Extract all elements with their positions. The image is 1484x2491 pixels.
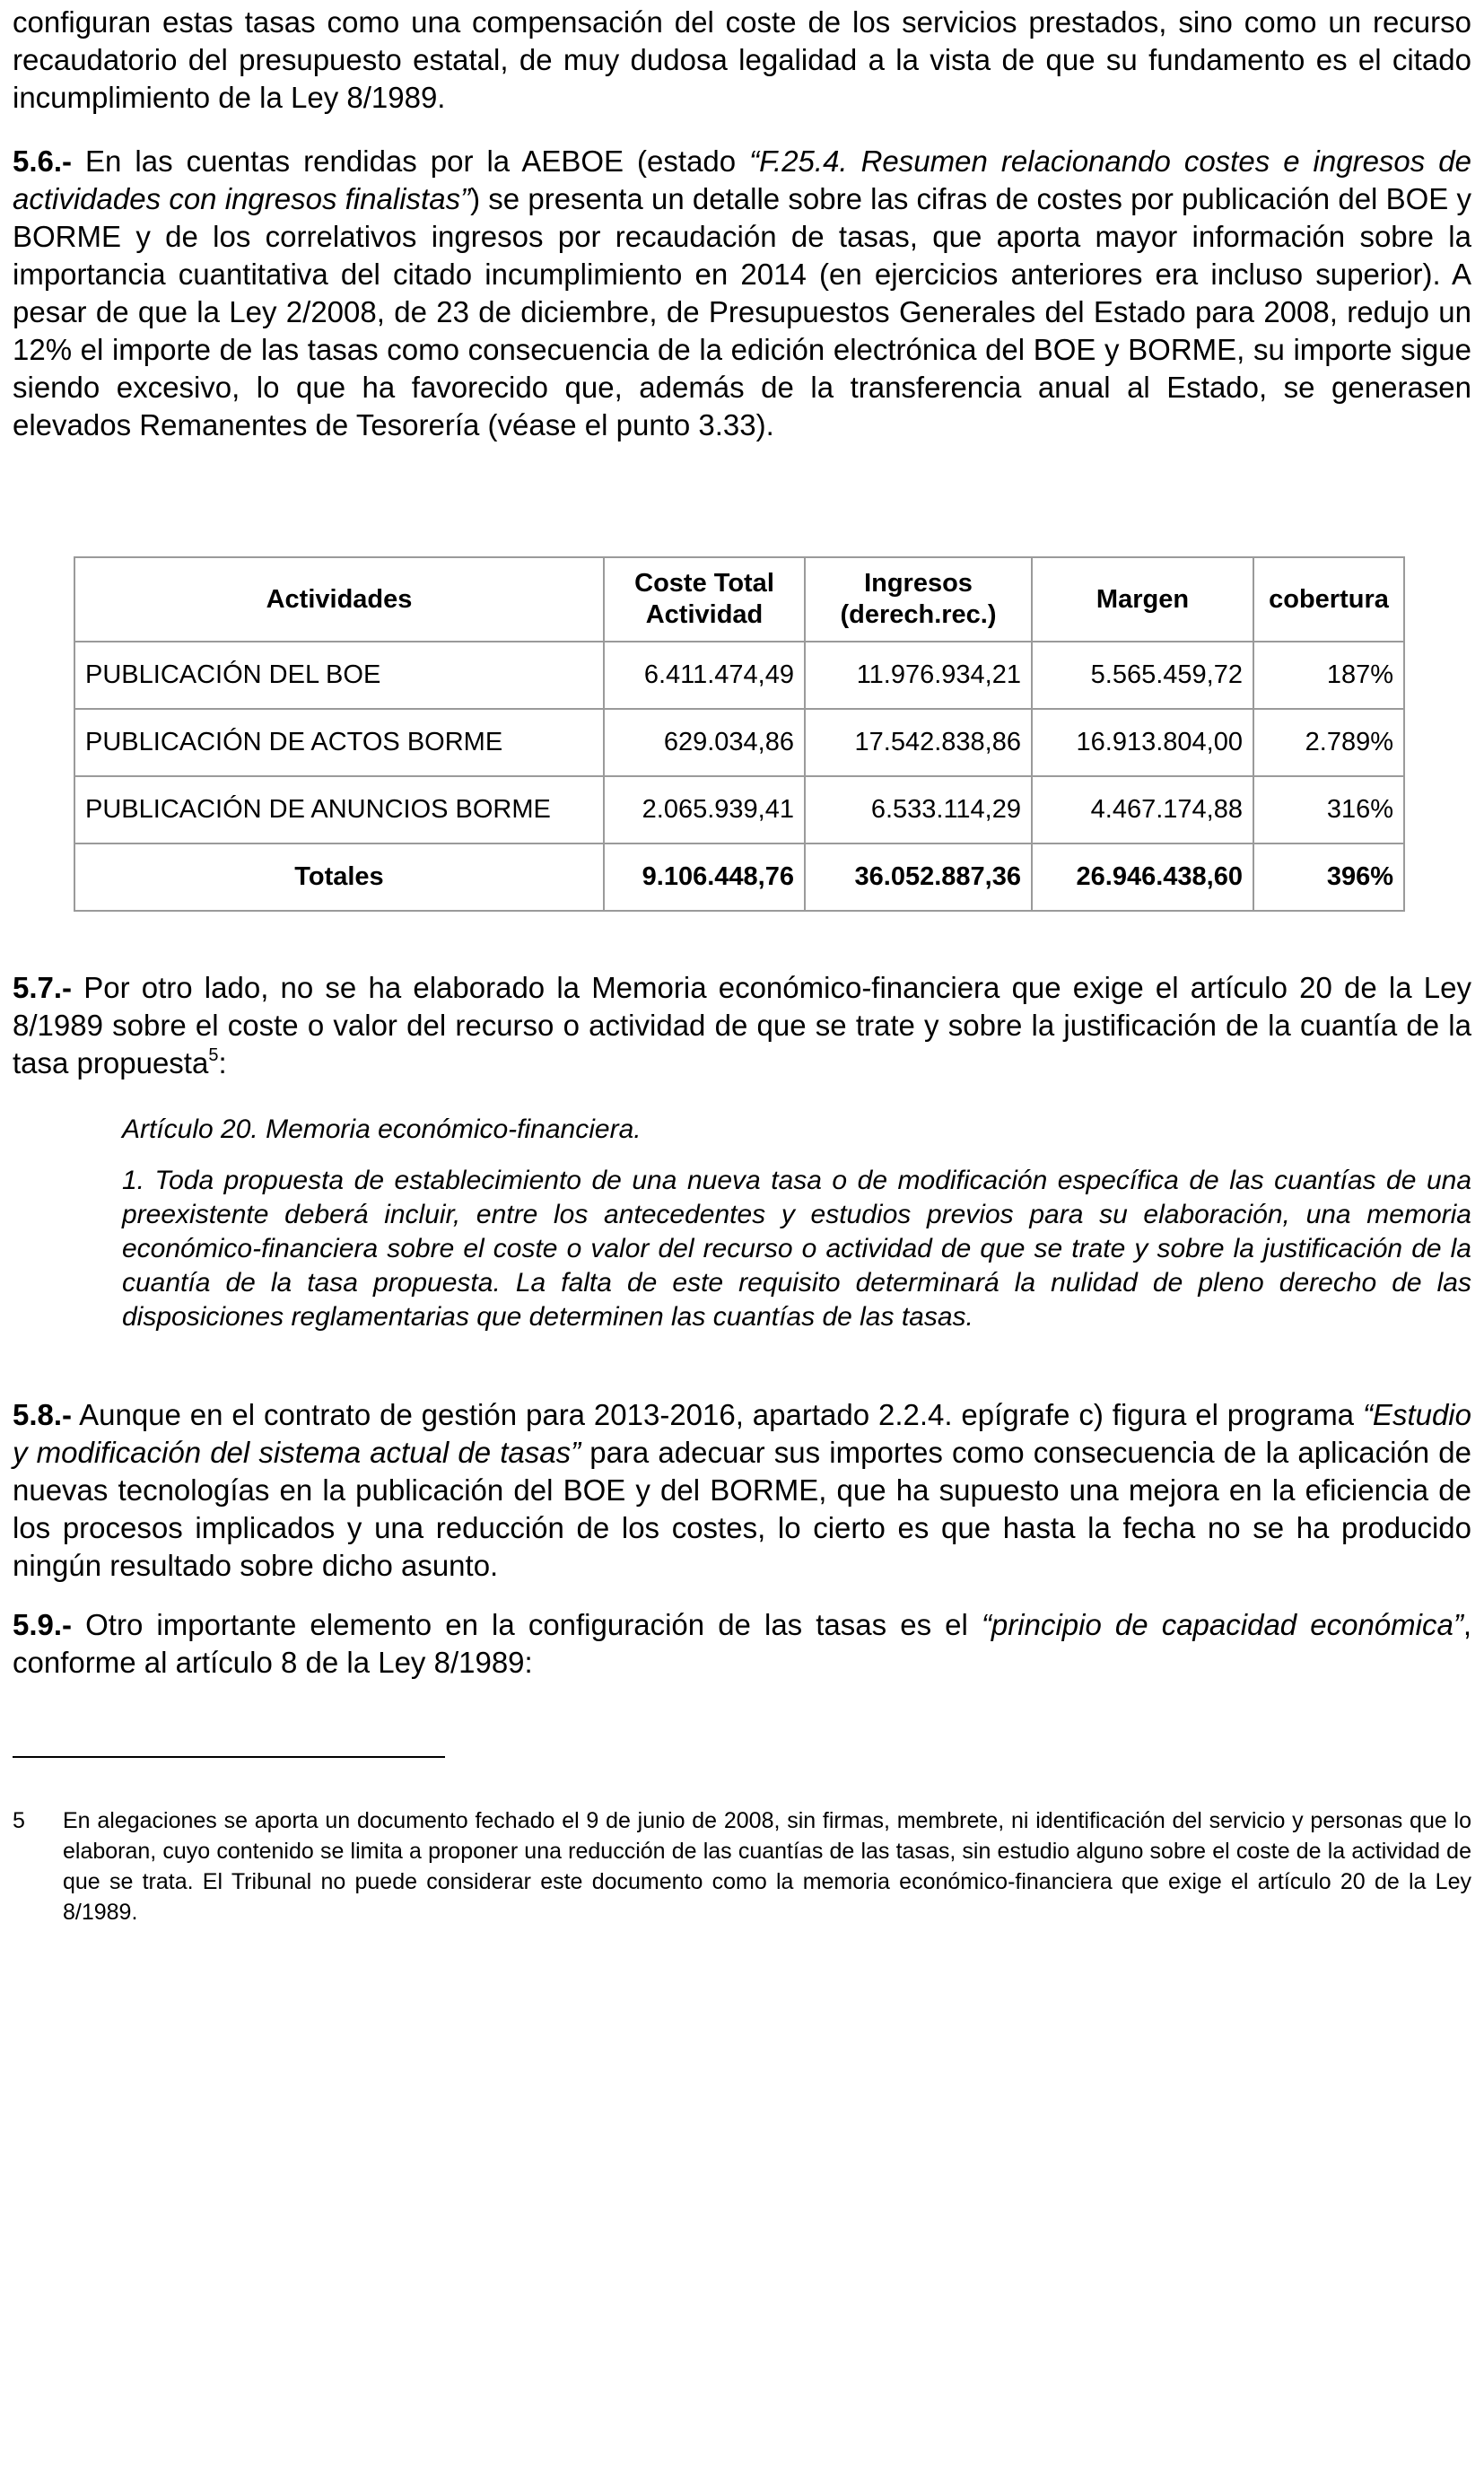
table-header-row bbox=[74, 557, 1404, 642]
header-coste-total: Coste Total Actividad bbox=[604, 557, 805, 642]
footnote-separator bbox=[13, 1756, 445, 1758]
paragraph-italic-text: “F.25.4. Resumen relacionando costes e ingresos de actividades con ingresos finalistas” bbox=[13, 144, 1471, 215]
row-ingresos: 11.976.934,21 bbox=[805, 642, 1032, 709]
row-activity: PUBLICACIÓN DE ANUNCIOS BORME bbox=[74, 776, 604, 843]
header-margen: Margen bbox=[1032, 557, 1253, 642]
row-ingresos: 17.542.838,86 bbox=[805, 709, 1032, 776]
table-total-row bbox=[74, 843, 1404, 911]
paragraph-text: En las cuentas rendidas por la AEBOE (estado bbox=[72, 144, 750, 178]
total-label: Totales bbox=[74, 843, 604, 911]
row-margen: 16.913.804,00 bbox=[1032, 709, 1253, 776]
total-coste: 9.106.448,76 bbox=[604, 843, 805, 911]
paragraph-5-9 bbox=[13, 1606, 1471, 1682]
header-cobertura: cobertura bbox=[1253, 557, 1404, 642]
row-cobertura: 187% bbox=[1253, 642, 1404, 709]
paragraph-text: : bbox=[218, 1046, 227, 1079]
paragraph-5-8 bbox=[13, 1396, 1471, 1585]
paragraph-5-7 bbox=[13, 969, 1471, 1082]
paragraph-number: 5.7.- bbox=[13, 971, 73, 1004]
paragraph-number: 5.8.- bbox=[13, 1398, 73, 1431]
paragraph-text: Por otro lado, no se ha elaborado la Memoria económico-financiera que exige el artículo 20 de la Ley 8/1989 sobre el coste o valor del recurso o actividad de que se trate y sobre la justificación de la cuantía de la tasa propuesta bbox=[13, 971, 1471, 1079]
row-coste: 629.034,86 bbox=[604, 709, 805, 776]
costs-income-table bbox=[74, 556, 1405, 912]
paragraph-text: Otro importante elemento en la configuración de las tasas es el bbox=[72, 1608, 982, 1641]
footnote-mark: 5 bbox=[13, 1808, 25, 1833]
row-coste: 2.065.939,41 bbox=[604, 776, 805, 843]
header-actividades: Actividades bbox=[74, 557, 604, 642]
paragraph-text: Aunque en el contrato de gestión para 2013-2016, apartado 2.2.4. epígrafe c) figura el programa bbox=[72, 1398, 1363, 1431]
paragraph-5-6 bbox=[13, 143, 1471, 444]
header-ingresos: Ingresos (derech.rec.) bbox=[805, 557, 1032, 642]
footnote-text: En alegaciones se aporta un documento fechado el 9 de junio de 2008, sin firmas, membrete, ni identificación del servicio y personas que lo elaboran, cuyo contenido se limita a proponer una reducción de las cuantías de las tasas, sin estudio alguno sobre el coste de la actividad de que se trata. El Tribunal no puede considerar este documento como la memoria económico-financiera que exige el artículo 20 de la Ley 8/1989. bbox=[63, 1808, 1471, 1925]
paragraph-continuation: configuran estas tasas como una compensación del coste de los servicios prestados, sino como un recurso recaudatorio del presupuesto estatal, de muy dudosa legalidad a la vista de que su fundamento es el citado incumplimiento de la Ley 8/1989. bbox=[13, 5, 1471, 114]
paragraph-number: 5.9.- bbox=[13, 1608, 73, 1641]
table-row bbox=[74, 642, 1404, 709]
table-row bbox=[74, 709, 1404, 776]
footnote bbox=[13, 1805, 1471, 1927]
quote-title: Artículo 20. Memoria económico-financiera. bbox=[122, 1114, 642, 1144]
paragraph-number: 5.6.- bbox=[13, 144, 73, 178]
row-margen: 5.565.459,72 bbox=[1032, 642, 1253, 709]
row-coste: 6.411.474,49 bbox=[604, 642, 805, 709]
paragraph-italic-text: “principio de capacidad económica” bbox=[981, 1608, 1463, 1641]
paragraph-text: ) se presenta un detalle sobre las cifras de costes por publicación del BOE y BORME y de los correlativos ingresos por recaudación de tasas, que aporta mayor información sobre la importancia cuantitativa del citado incumplimiento en 2014 (en ejercicios anteriores era incluso superior). A pesar de que la Ley 2/2008, de 23 de diciembre, de Presupuestos Generales del Estado para 2008, redujo un 12% el importe de las tasas como consecuencia de la edición electrónica del BOE y BORME, su importe sigue siendo excesivo, lo que ha favorecido que, además de la transferencia anual al Estado, se generasen elevados Remanentes de Tesorería (véase el punto 3.33). bbox=[13, 182, 1472, 441]
row-margen: 4.467.174,88 bbox=[1032, 776, 1253, 843]
row-activity: PUBLICACIÓN DE ACTOS BORME bbox=[74, 709, 604, 776]
paragraph-text: , conforme al artículo 8 de la Ley 8/1989: bbox=[13, 1608, 1471, 1679]
row-cobertura: 2.789% bbox=[1253, 709, 1404, 776]
total-cobertura: 396% bbox=[1253, 843, 1404, 911]
paragraph-text: para adecuar sus importes como consecuencia de la aplicación de nuevas tecnologías en la publicación del BOE y del BORME, que ha supuesto una mejora en la eficiencia de los procesos implicados y una reducción de los costes, lo cierto es que hasta la fecha no se ha producido ningún resultado sobre dicho asunto. bbox=[13, 1436, 1471, 1582]
row-activity: PUBLICACIÓN DEL BOE bbox=[74, 642, 604, 709]
footnote-reference[interactable]: 5 bbox=[208, 1045, 219, 1065]
paragraph-italic-text: “Estudio y modificación del sistema actual de tasas” bbox=[13, 1398, 1471, 1469]
row-cobertura: 316% bbox=[1253, 776, 1404, 843]
row-ingresos: 6.533.114,29 bbox=[805, 776, 1032, 843]
table-row bbox=[74, 776, 1404, 843]
quote-body: 1. Toda propuesta de establecimiento de una nueva tasa o de modificación específica de las cuantías de una preexistente deberá incluir, entre los antecedentes y estudios previos para su elaboración, una memoria económico-financiera sobre el coste o valor del recurso o actividad de que se trate y sobre la justificación de la cuantía de la tasa propuesta. La falta de este requisito determinará la nulidad de pleno derecho de las disposiciones reglamentarias que determinen las cuantías de las tasas. bbox=[122, 1166, 1471, 1332]
total-margen: 26.946.438,60 bbox=[1032, 843, 1253, 911]
total-ingresos: 36.052.887,36 bbox=[805, 843, 1032, 911]
